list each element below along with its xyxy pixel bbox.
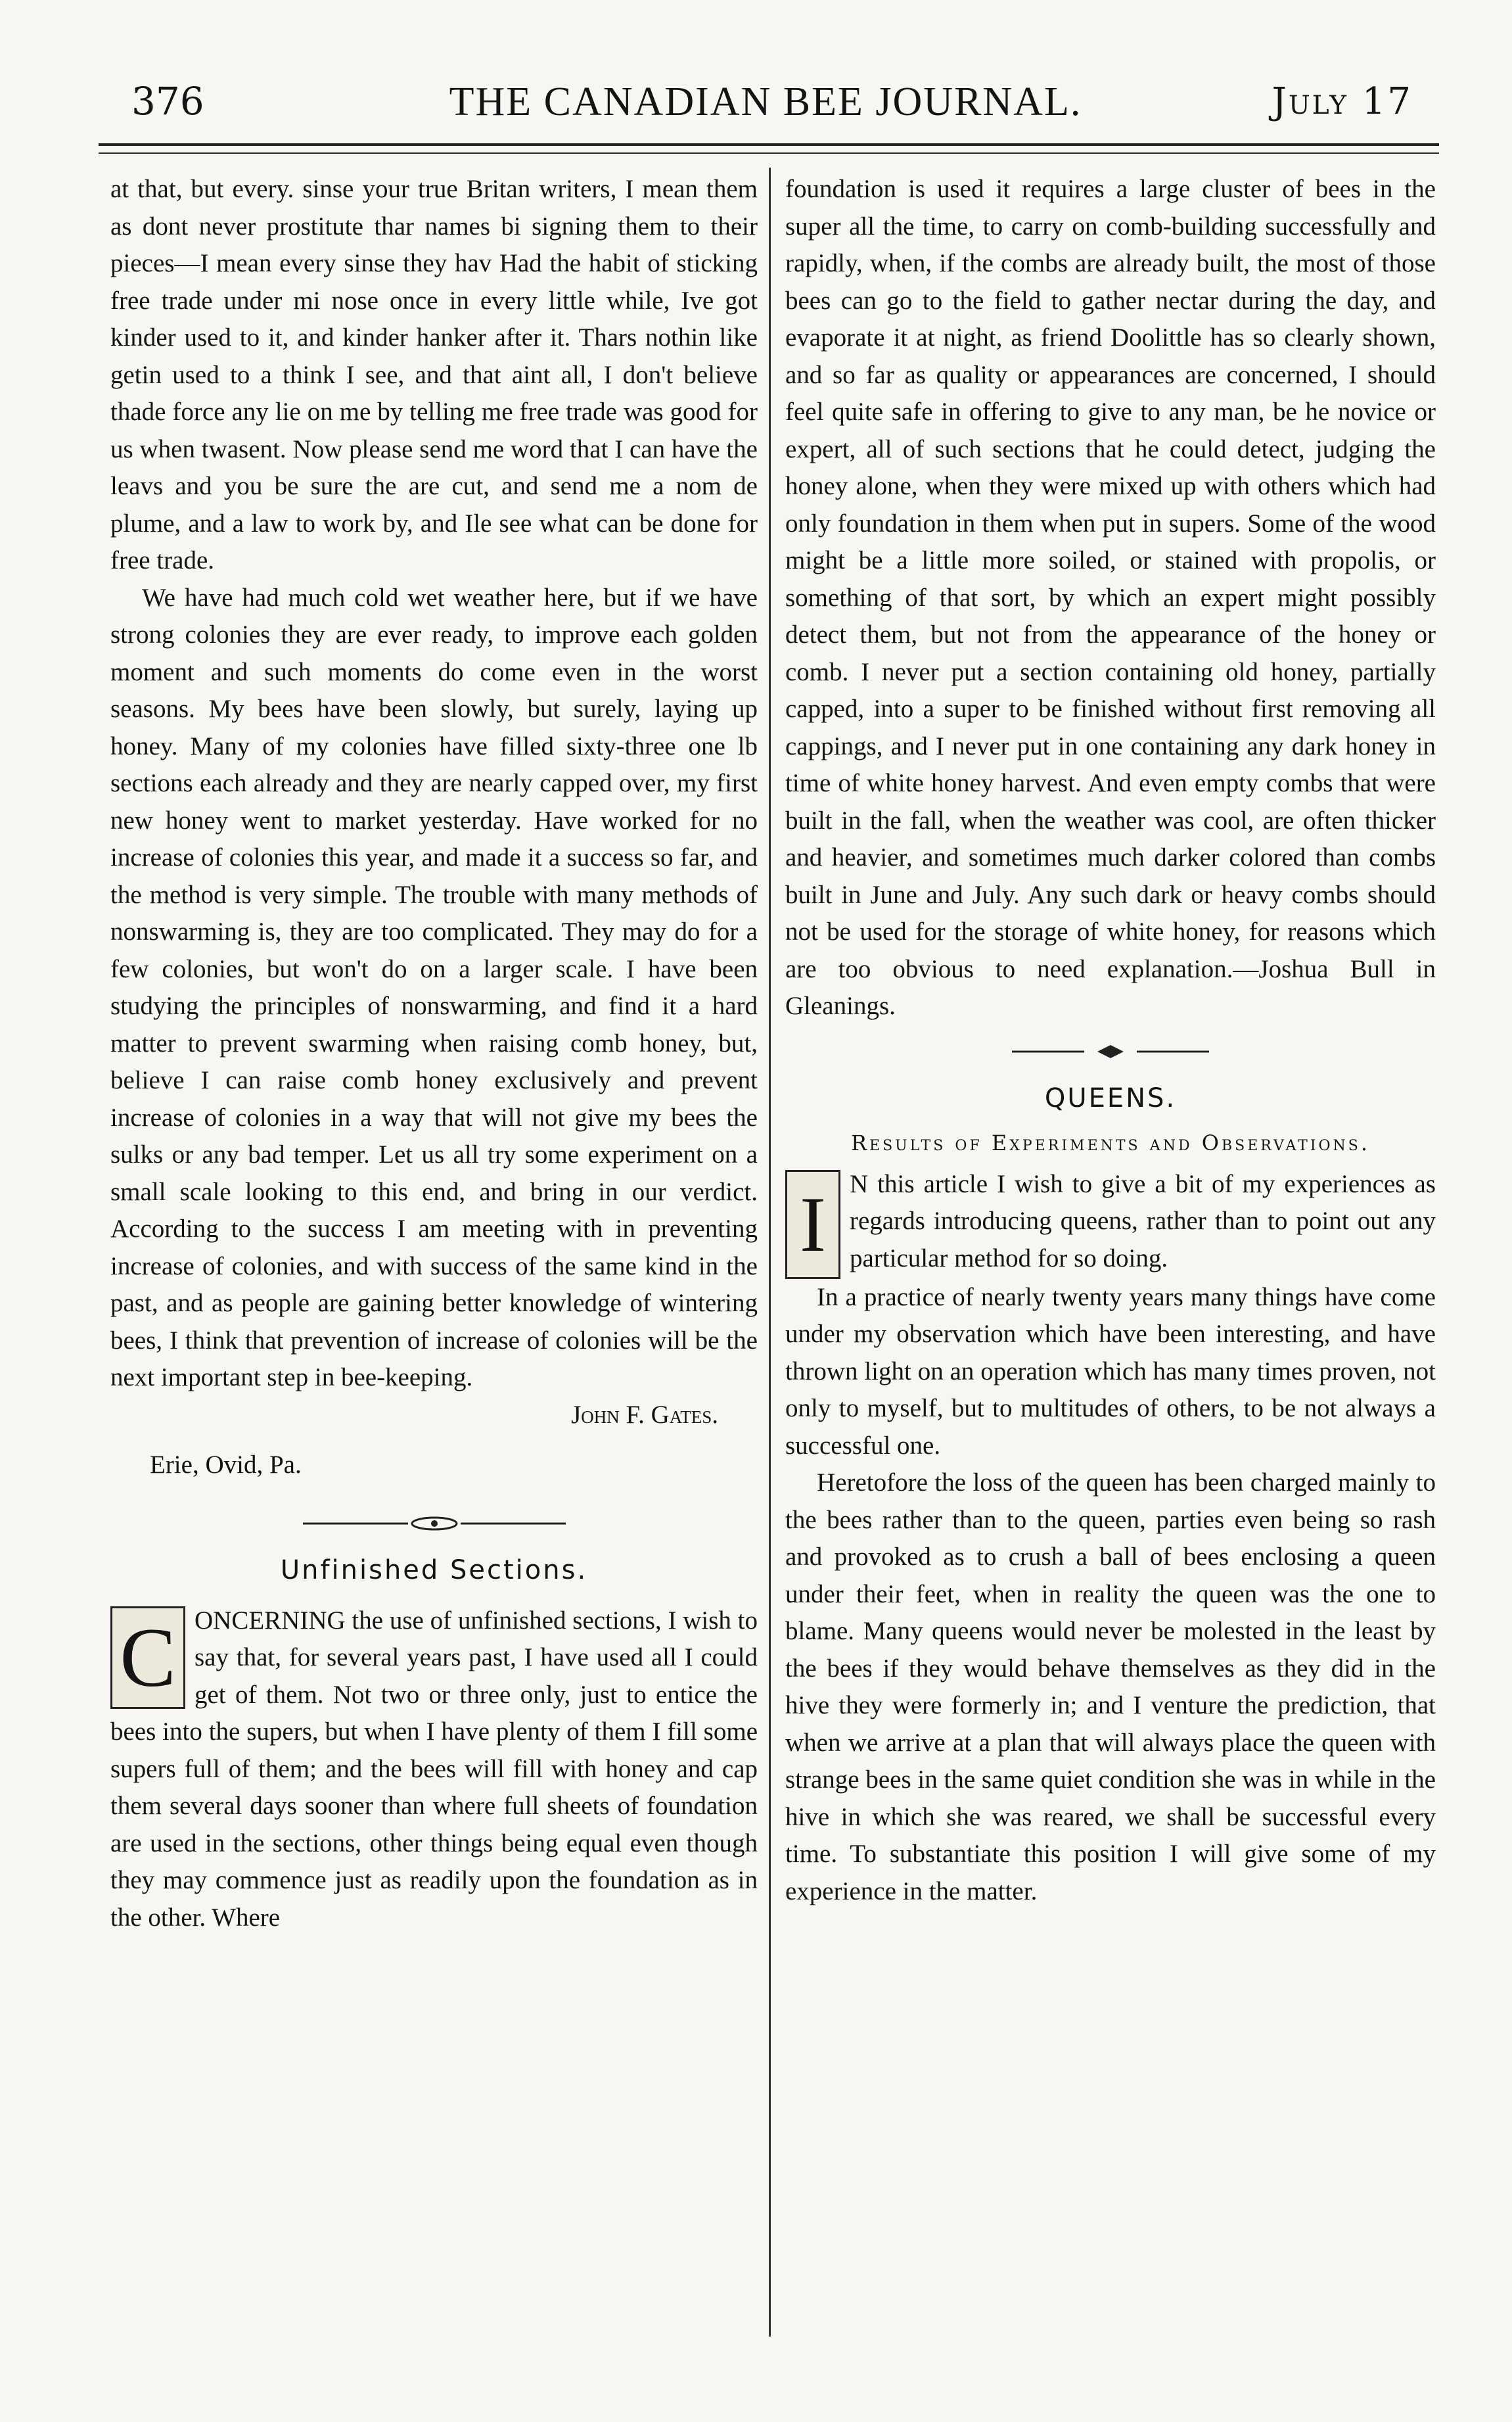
drop-cap-letter: I: [785, 1170, 840, 1279]
author-signature: John F. Gates.: [571, 1400, 718, 1429]
queens-paragraph-3: Heretofore the loss of the queen has been charged mainly to the bees rather than to the queen, parties even being so rash and provoked as to crush a ball of bees enclosing a queen under their feet, when in reality the queen was the one to blame. Many queens would never be molested in the least by the bees if they would behave themselves as they did in the hive they were formerly in; and I venture the prediction, that when we arrive at a plan that will always place the queen with strange bees in the same quiet condition she was in while in the hive in which she was reared, we shall be successful every time. To substantiate this position I will give some of my experience in the matter.: [785, 1468, 1436, 1905]
header-rule-bottom: [99, 152, 1439, 154]
page-number: 376: [131, 79, 204, 124]
unfinished-sections-paragraph: ONCERNING the use of unfinished sections, I wish to say that, for several years past, I have used all I could get of them. Not two or three only, just to entice the bees into the supers, but when I have plenty of them I fill some supers full of them; and the bees will fill with honey and cap them several days sooner than where full sheets of foundation are used in the sections, other things being equal even though they may commence just as readily upon the foundation as in the other. Where: [110, 1606, 758, 1932]
section-title-queens: QUEENS.: [1044, 1083, 1177, 1113]
queens-article-opening: [785, 1166, 1436, 1279]
section-divider-ornament: [785, 1038, 1436, 1078]
queens-paragraph-2: In a practice of nearly twenty years many things have come under my observation which have been interesting, and have thrown light on an operation which has many times proven, not only to myself, but to multitudes of others, to be not always a successful one.: [785, 1282, 1436, 1460]
unfinished-sections-article: [110, 1602, 758, 1937]
journal-title: THE CANADIAN BEE JOURNAL.: [449, 80, 1082, 124]
letter-paragraph-2: We have had much cold wet weather here, but if we have strong colonies they are ever ready, to improve each golden moment and such moments do come even in the worst seasons. My bees have been slowly, but surely, laying up honey. Many of my colonies have filled sixty-three one lb sections each already and they are nearly capped over, my first new honey went to market yesterday. Have worked for no increase of colonies this year, and made it a success so far, and the method is very simple. The trouble with many methods of nonswarming is, they are too complicated. They may do for a few colonies, but won't do on a larger scale. I have been studying the principles of nonswarming, and find it a hard matter to prevent swarming when raising comb honey, but, believe I can raise comb honey exclusively and prevent increase of colonies in a way that will not give my bees the sulks or any bad temper. Let us all try some experiment on a small scale looking to this end, and bring in our verdict. According to the success I am meeting with in preventing increase of colonies, and with success of the same kind in the past, and as people are gaining better knowledge of wintering bees, I think that prevention of increase of colonies will be the next important step in bee-keeping.: [110, 583, 758, 1391]
section-title-unfinished-sections: Unfinished Sections.: [280, 1554, 588, 1585]
right-column: [785, 171, 1436, 1910]
queens-paragraph-1: N this article I wish to give a bit of my experiences as regards introducing queens, rather than to point out any particular method for so doing.: [850, 1169, 1436, 1272]
header-rule-top: [99, 143, 1439, 146]
issue-date: July 17: [1271, 80, 1413, 123]
drop-cap-letter: C: [110, 1606, 185, 1709]
section-subheading: Results of Experiments and Observations.: [850, 1130, 1371, 1155]
page-header: [99, 72, 1432, 131]
letter-paragraph-1: at that, but every. sinse your true Britan writers, I mean them as dont never prostitute thar names bi signing them to their pieces—I mean every sinse they hav Had the habit of sticking free trade under mi nose once in every little while, Ive got kinder used to it, and kinder hanker after it. Thars nothin like getin used to a think I see, and that aint all, I don't believe thade force any lie on me by telling me free trade was good for us when twasent. Now please send me word that I can have the leavs and you be sure the are cut, and send me a nom de plume, and a law to work by, and Ile see what can be done for free trade.: [110, 175, 758, 574]
continued-paragraph: foundation is used it requires a large cluster of bees in the super all the time, to carry on comb-building successfully and rapidly, when, if the combs are already built, the most of those bees can go to the field to gather nectar during the day, and evaporate it at night, as friend Doolittle has so clearly shown, and so far as quality or appearances are concerned, I should feel quite safe in offering to give to any man, be he novice or expert, all of such sections that he could detect, judging the honey alone, when they were mixed up with others which had only foundation in them when put in supers. Some of the wood might be a little more soiled, or stained with propolis, or something of that sort, by which an expert might possibly detect them, but not from the appearance of the honey or comb. I never put a section containing old honey, partially capped, into a super to be finished without first removing all cappings, and I never put in one containing any dark honey in time of white honey harvest. And even empty combs that were built in the fall, when the weather was cool, are often thicker and heavier, and sometimes much darker colored than combs built in June and July. Any such dark or heavy combs should not be used for the storage of white honey, for reasons which are too obvious to need explanation.—Joshua Bull in Gleanings.: [785, 175, 1436, 1020]
section-divider-ornament: [110, 1510, 758, 1550]
column-divider: [769, 168, 771, 2337]
author-location: Erie, Ovid, Pa.: [150, 1451, 302, 1479]
left-column: [110, 171, 758, 1936]
